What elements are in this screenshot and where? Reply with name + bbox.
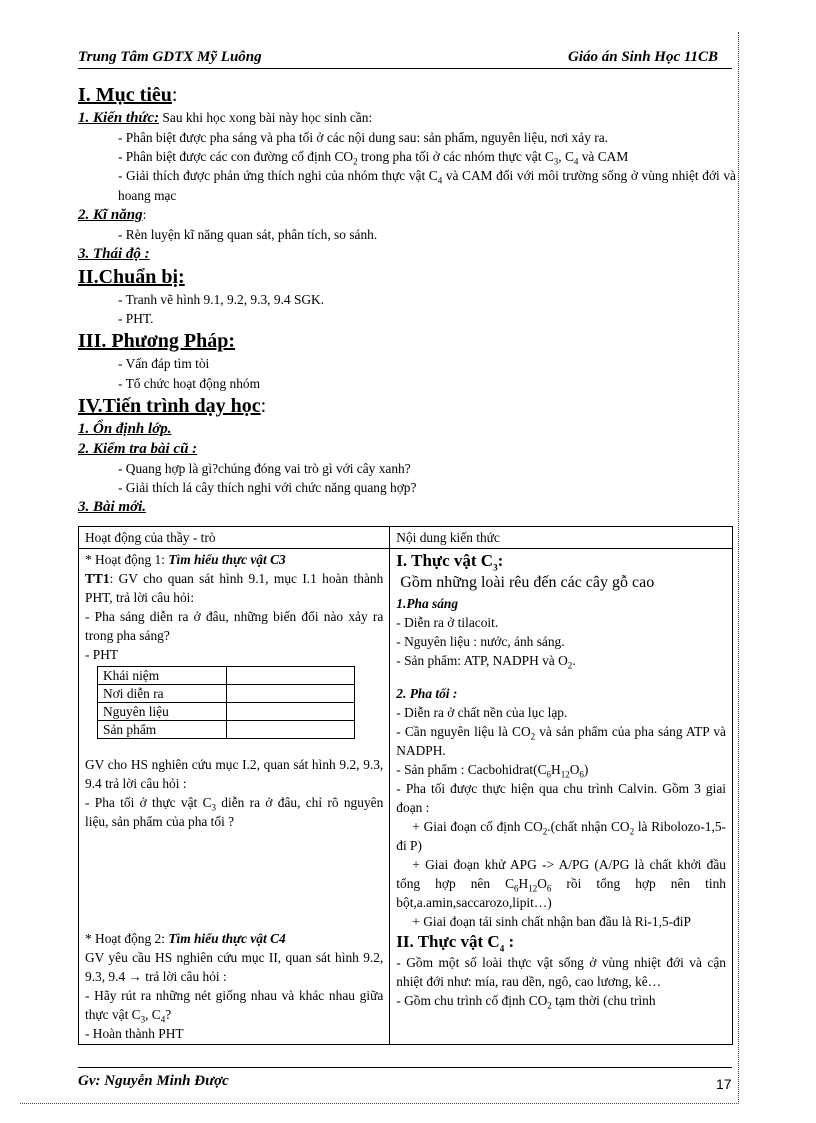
header-rule [78,68,732,69]
light-phase-label: 1.Pha sáng [396,596,459,611]
dark-phase-item-4: - Pha tối được thực hiện qua chu trình Calvin. Gồm 3 giai đoạn : [396,781,726,815]
activity-2-question: - Hãy rút ra những nét giống nhau và khác nhau giữa thực vật $C_3$, $C_4$? [85,988,384,1025]
activity-2-pht: - Hoàn thành PHT [85,1026,184,1041]
section-preparation-title: II.Chuẩn bị: [78,266,185,289]
pht-row [98,703,355,721]
page-border-right [738,32,740,1104]
pht-row [98,685,355,703]
activity-2-title: * Hoạt động 2: Tìm hiểu thực vật C4 [85,931,286,946]
section-objectives-title: I. Mục tiêu: [78,84,178,106]
table-header-content: Nội dung kiến thức [390,527,733,549]
new-lesson-heading: 3. Bài mới. [78,499,147,516]
pht-cell-concept: Khái niệm [98,667,227,685]
table-header-row [79,527,733,549]
c3-subtitle: Gồm những loài rêu đến các cây gỗ cao [400,574,655,591]
calvin-stage-1: + Giai đoạn cố định $CO_2.(chất$ nhận $CO_2$ là Ribolozo-1,5- đi P) [396,819,727,853]
section-process-title: IV.Tiến trình dạy học: [78,394,267,417]
knowledge-content [390,549,733,1045]
footer-author: Gv: Nguyễn Minh Được [78,1073,229,1089]
pht-label: - PHT [85,647,119,662]
light-phase-item-3: - Sản phẩm: ATP, NADPH và $O_2$. [396,653,576,671]
calvin-stage-3: + Giai đoạn tái sinh chất nhận ban đầu là Ri-1,5-điP [412,914,691,929]
pht-cell-location: Nơi diễn ra [98,685,227,703]
footer-rule [78,1067,732,1068]
section-method-title: III. Phương Pháp: [78,330,236,353]
pht-row [98,667,355,685]
light-phase-question: - Pha sáng diễn ra ở đâu, những biến đổi nào xảy ra trong pha sáng? [85,609,384,643]
page-number: 17 [716,1076,732,1092]
page-border-bottom [20,1103,739,1105]
tt1-text: TT1: GV cho quan sát hình 9.1, mục I.1 hoàn thành PHT, trả lời câu hỏi: [85,571,384,605]
lesson-body [78,82,736,517]
skills-heading: 2. Kĩ năng: [78,206,147,223]
c4-item-2: - Gồm chu trình cố định $CO_2$ tạm thời (chu trình [396,993,656,1011]
gv-instruction-2: GV cho HS nghiên cứu mục I.2, quan sát hình 9.2, 9.3, 9.4 trả lời câu hỏi : [85,757,384,791]
preparation-item-1: - Tranh vẽ hình 9.1, 9.2, 9.3, 9.4 SGK. [118,292,325,308]
pht-blank [227,667,355,685]
header-school: Trung Tâm GDTX Mỹ Luông [78,49,262,65]
pht-blank [227,685,355,703]
teacher-student-activities [79,549,390,1045]
c4-item-1: - Gồm một số loài thực vật sống ở vùng nhiệt đới và cận nhiệt đới như: mía, rau dền, ngô, cao lương, kê… [396,955,726,989]
check-question-2: - Giải thích lá cây thích nghi với chức năng quang hợp? [118,480,417,496]
c3-title: I. Thực vật $C_3$: [396,551,504,573]
activity-1-title: * Hoạt động 1: Tìm hiểu thực vật C3 [85,552,286,567]
skills-item: - Rèn luyện kĩ năng quan sát, phân tích, so sánh. [118,226,378,242]
dark-phase-question: - Pha tối ở thực vật $C_3$ diễn ra ở đâu, chỉ rõ nguyên liệu, sản phẩm của pha tối ? [85,795,384,829]
lesson-activity-table [78,526,733,1045]
calvin-stage-2: + Giai đoạn khử APG -> A/PG (A/PG là chất khởi đầu tổng hợp nên $C_6H_{12}O_6$ rồi tổng hợp nên tinh bột,a.amin,saccarozo,lipit…) [396,857,726,910]
dark-phase-item-1: - Diễn ra ở chất nền của lục lạp. [396,705,568,720]
pht-cell-materials: Nguyên liệu [98,703,227,721]
check-old-lesson-heading: 2. Kiểm tra bài cũ : [78,440,198,457]
knowledge-item-3: - Giải thích được phản ứng thích nghi của nhóm thực vật $C_4$ và CAM đối với môi trường sống ở vùng nhiệt đới và hoang mạc [118,168,736,203]
attitude-heading: 3. Thái độ : [78,246,150,263]
header-subject: Giáo án Sinh Học 11CB [568,49,719,65]
dark-phase-item-3: - Sản phẩm : $Cacbohidrat(C_6H_{12}O_6)$ [396,762,589,780]
pht-cell-products: Sản phẩm [98,721,227,739]
check-question-1: - Quang hợp là gì?chúng đóng vai trò gì với cây xanh? [118,460,411,476]
table-row [79,549,733,1045]
knowledge-item-2: - Phân biệt được các con đường cố định $CO_2$ trong pha tối ở các nhóm thực vật $C_3$, $C_4$ và CAM [118,149,629,167]
dark-phase-label: 2. Pha tối : [396,686,458,701]
method-item-2: - Tổ chức hoạt động nhóm [118,375,261,391]
light-phase-item-1: - Diễn ra ở tilacoit. [396,615,499,630]
c4-title: II. Thực vật $C_4$ : [396,932,515,954]
pht-table [97,666,355,739]
pht-blank [227,721,355,739]
pht-blank [227,703,355,721]
preparation-item-2: - PHT. [118,311,154,327]
method-item-1: - Vấn đáp tìm tòi [118,356,210,372]
activity-2-text: GV yêu cầu HS nghiên cứu mục II, quan sát hình 9.2, 9.3, 9.4 → trả lời câu hỏi : [85,950,384,984]
stabilize-class-heading: 1. Ổn định lớp. [78,420,172,437]
knowledge-intro: 1. Kiến thức: Sau khi học xong bài này học sinh cần: [78,110,373,126]
light-phase-item-2: - Nguyên liệu : nước, ánh sáng. [396,634,565,649]
pht-row [98,721,355,739]
table-header-activities: Hoạt động của thầy - trò [79,527,390,549]
dark-phase-item-2: - Cần nguyên liệu là $CO_2$ và sản phẩm của pha sáng ATP và NADPH. [396,724,726,758]
knowledge-item-1: - Phân biệt được pha sáng và pha tối ở các nội dung sau: sản phẩm, nguyên liệu, nơi xảy ra. [118,130,608,145]
